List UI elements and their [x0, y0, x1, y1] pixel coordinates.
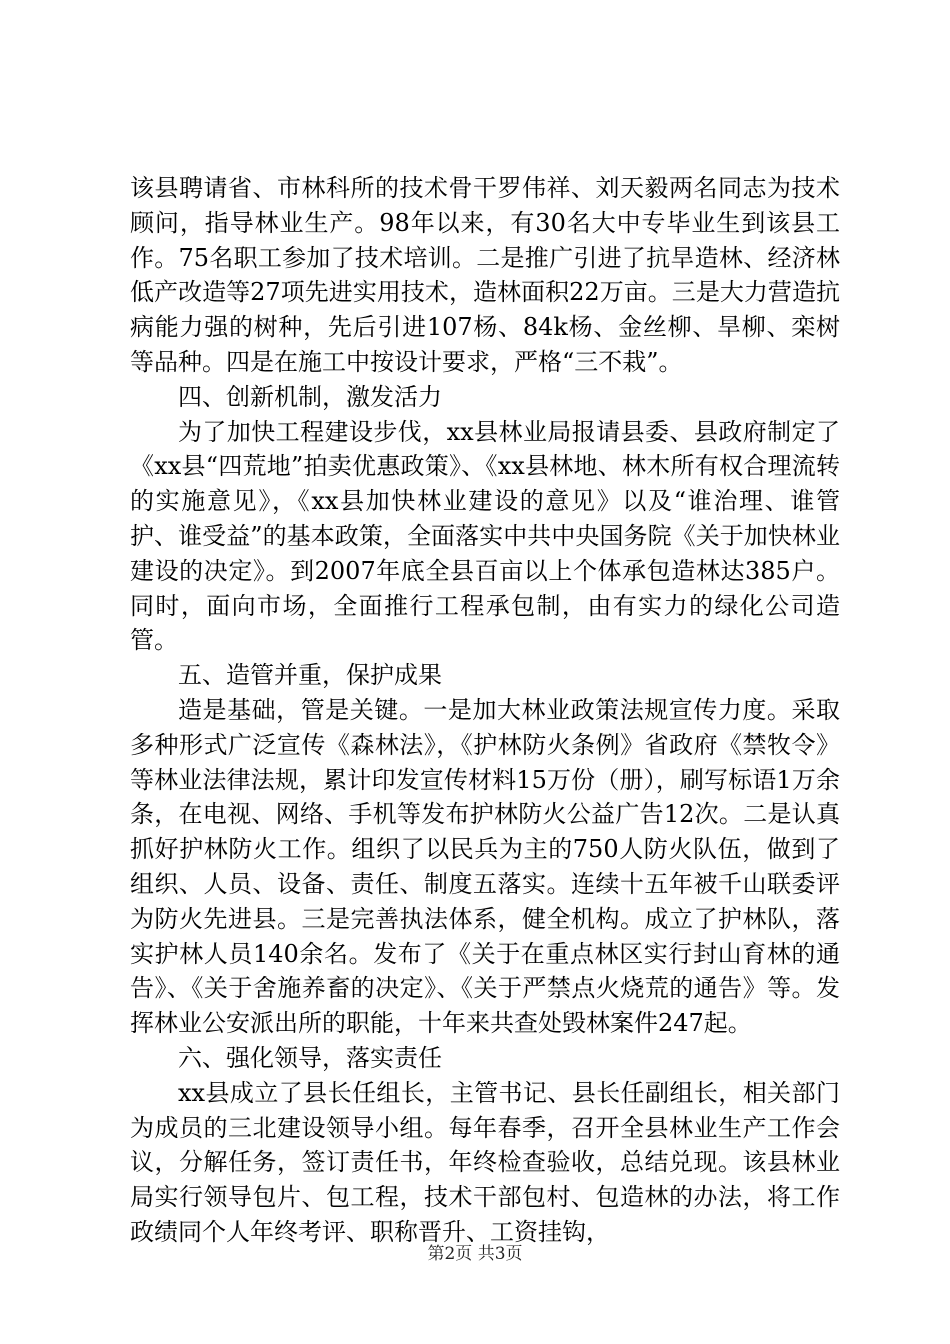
paragraph-section-5: 造是基础，管是关键。一是加大林业政策法规宣传力度。采取多种形式广泛宣传《森林法》，《护林防火条例》省政府《禁牧令》等林业法律法规，累计印发宣传材料15万份（册），刷写标语1万余条，在电视、网络、手机等发布护林防火公益广告12次。二是认真抓好护林防火工作。组织了以民兵为主的750人防火队伍，做到了组织、人员、设备、责任、制度五落实。连续十五年被千山联委评为防火先进县。三是完善执法体系，健全机构。成立了护林队，落实护林人员140余名。发布了《关于在重点林区实行封山育林的通告》、《关于舍施养畜的决定》、《关于严禁点火烧荒的通告》等。发挥林业公安派出所的职能，十年来共查处毁林案件247起。 [130, 695, 840, 1038]
paragraph-section-4: 为了加快工程建设步伐，xx县林业局报请县委、县政府制定了《xx县“四荒地”拍卖优惠政策》、《xx县林地、林木所有权合理流转的实施意见》，《xx县加快林业建设的意见》以及“谁治理、谁管护、谁受益”的基本政策，全面落实中共中央国务院《关于加快林业建设的决定》。到2007年底全县百亩以上个体承包造林达385户。同时，面向市场，全面推行工程承包制，由有实力的绿化公司造管。 [130, 417, 840, 655]
paragraph-section-6: xx县成立了县长任组长，主管书记、县长任副组长，相关部门为成员的三北建设领导小组。每年春季，召开全县林业生产工作会议，分解任务，签订责任书，年终检查验收，总结兑现。该县林业局实行领导包片、包工程，技术干部包村、包造林的办法，将工作政绩同个人年终考评、职称晋升、工资挂钩， [130, 1078, 840, 1246]
section-heading-5: 五、造管并重，保护成果 [178, 661, 442, 690]
paragraph-body-continuation: 该县聘请省、市林科所的技术骨干罗伟祥、刘天毅两名同志为技术顾问，指导林业生产。98年以来，有30名大中专毕业生到该县工作。75名职工参加了技术培训。二是推广引进了抗旱造林、经济林低产改造等27项先进实用技术，造林面积22万亩。三是大力营造抗病能力强的树种，先后引进107杨、84k杨、金丝柳、旱柳、栾树等品种。四是在施工中按设计要求，严格“三不栽”。 [130, 174, 840, 376]
page-number-footer: 第2页 共3页 [427, 1244, 523, 1264]
section-heading-6: 六、强化领导，落实责任 [178, 1043, 442, 1072]
document-body [130, 171, 840, 1250]
section-heading-4: 四、创新机制，激发活力 [178, 382, 442, 411]
